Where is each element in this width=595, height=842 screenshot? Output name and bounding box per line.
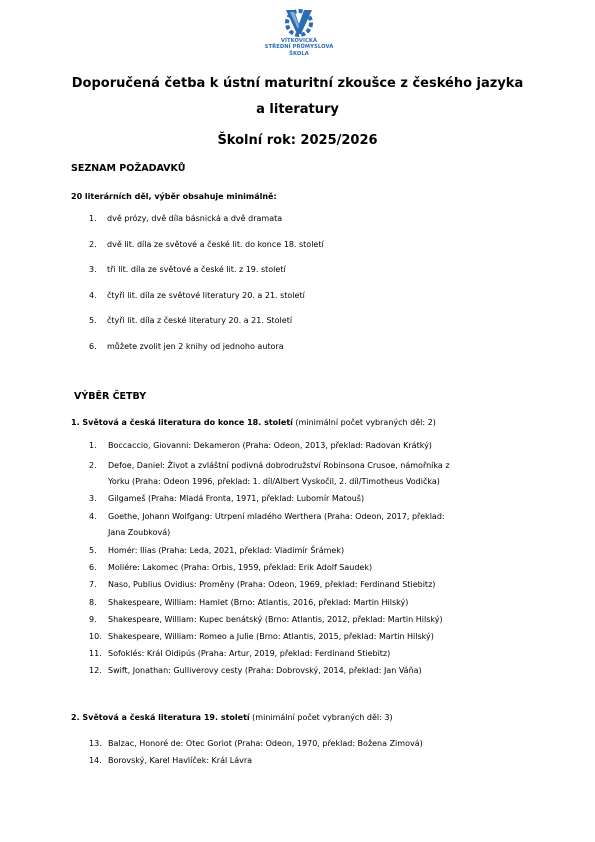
item-number: 5. [89,546,97,555]
item-number: 7. [89,580,97,589]
book-item [89,629,434,645]
item-number: 2. [89,240,97,249]
item-number: 4. [89,291,97,300]
item-number: 13. [89,739,102,748]
item-number: 3. [89,265,97,274]
item-text: Sofoklés: Král Oidipús (Praha: Artur, 2019, překlad: Ferdinand Stiebitz) [108,649,391,658]
requirement-item [89,291,305,300]
item-text-continuation: Jana Zoubková) [108,528,171,537]
logo-text-line2: STŘEDNÍ PRŮMYSLOVÁ [264,44,334,51]
item-number: 8. [89,598,97,607]
school-year: Školní rok: 2025/2026 [217,133,378,148]
item-text: Balzac, Honoré de: Otec Goriot (Praha: Odeon, 1970, překlad: Božena Zimová) [108,739,423,748]
item-text: Defoe, Daniel: Život a zvláštní podivná dobrodružství Robinsona Crusoe, námořníka z [108,461,450,470]
category-1-title [71,418,436,427]
category-title-bold: 2. Světová a česká literatura 19. století [71,713,250,722]
book-item [89,438,432,454]
item-number: 10. [89,632,102,641]
book-item [89,543,344,559]
item-number: 4. [89,512,97,521]
category-title-bold: 1. Světová a česká literatura do konce 18. století [71,418,293,427]
book-item [89,560,372,576]
item-text-continuation: Yorku (Praha: Odeon 1996, překlad: 1. díl/Albert Vyskočil, 2. díl/Timotheus Vodička) [108,477,440,486]
requirements-intro: 20 literárních děl, výběr obsahuje minimálně: [71,192,277,201]
item-text: Boccaccio, Giovanni: Dekameron (Praha: Odeon, 2013, překlad: Radovan Krátký) [108,441,432,450]
item-text: dvě prózy, dvě díla básnická a dvě dramata [107,214,283,223]
requirements-heading: SEZNAM POŽADAVKŮ [71,163,186,174]
item-number: 6. [89,342,97,351]
item-text: Shakespeare, William: Hamlet (Brno: Atlantis, 2016, překlad: Martin Hilský) [108,598,409,607]
book-item [89,595,408,611]
book-item [89,612,443,628]
page-title-line1: Doporučená četba k ústní maturitní zkoušce z českého jazyka [71,76,524,91]
item-number: 14. [89,756,102,765]
requirement-item [89,265,286,274]
item-text: Goethe, Johann Wolfgang: Utrpení mladého Werthera (Praha: Odeon, 2017, překlad: [108,512,445,521]
logo-text-line1: VÍTKOVICKÁ [280,38,318,44]
book-item [89,458,450,490]
item-text: Shakespeare, William: Kupec benátský (Brno: Atlantis, 2012, překlad: Martin Hilský) [108,615,443,624]
item-text: čtyři lit. díla ze světové literatury 20. a 21. století [107,291,305,300]
item-number: 12. [89,666,102,675]
category-note: (minimální počet vybraných děl: 3) [249,713,393,722]
book-item [89,736,423,752]
item-number: 3. [89,494,97,503]
requirement-item [89,240,324,249]
item-number: 1. [89,214,97,223]
requirement-item [89,316,292,325]
item-text: Swift, Jonathan: Gulliverovy cesty (Praha: Dobrovský, 2014, překlad: Jan Váňa) [108,666,422,675]
gear-v-logo-icon [282,8,316,38]
item-text: dvě lit. díla ze světové a české lit. do konce 18. století [107,240,324,249]
item-text: tři lit. díla ze světové a české lit. z 19. století [107,265,286,274]
page-title-line2: a literatury [256,102,339,117]
item-text: Naso, Publius Ovidius: Proměny (Praha: Odeon, 1969, překlad: Ferdinand Stiebitz) [108,580,436,589]
item-number: 2. [89,461,97,470]
requirement-item [89,214,282,223]
item-number: 6. [89,563,97,572]
item-text: Gilgameš (Praha: Mladá Fronta, 1971, překlad: Lubomír Matouš) [108,494,365,503]
item-text: čtyři lit. díla z české literatury 20. a 21. Století [107,316,293,325]
item-text: Homér: Ilias (Praha: Leda, 2021, překlad: Vladimír Šrámek) [108,546,345,555]
item-text: Borovský, Karel Havlíček: Král Lávra [108,756,253,765]
book-item [89,509,445,541]
item-text: Shakespeare, William: Romeo a Julie (Brno: Atlantis, 2015, překlad: Martin Hilský) [108,632,434,641]
item-number: 9. [89,615,97,624]
book-item [89,646,390,662]
item-number: 5. [89,316,97,325]
book-item [89,577,435,593]
category-note: (minimální počet vybraných děl: 2) [292,418,436,427]
item-text: Moliére: Lakomec (Praha: Orbis, 1959, překlad: Erik Adolf Saudek) [108,563,373,572]
book-item [89,491,364,507]
item-number: 1. [89,441,97,450]
book-item [89,753,252,769]
logo-text-line3: ŠKOLA [289,50,309,57]
category-2-title [71,713,393,722]
requirement-item [89,342,284,351]
selection-heading: VÝBĚR ČETBY [74,391,147,402]
item-number: 11. [89,649,102,658]
item-text: můžete zvolit jen 2 knihy od jednoho autora [107,342,284,351]
book-item [89,663,422,679]
school-logo [259,8,339,57]
